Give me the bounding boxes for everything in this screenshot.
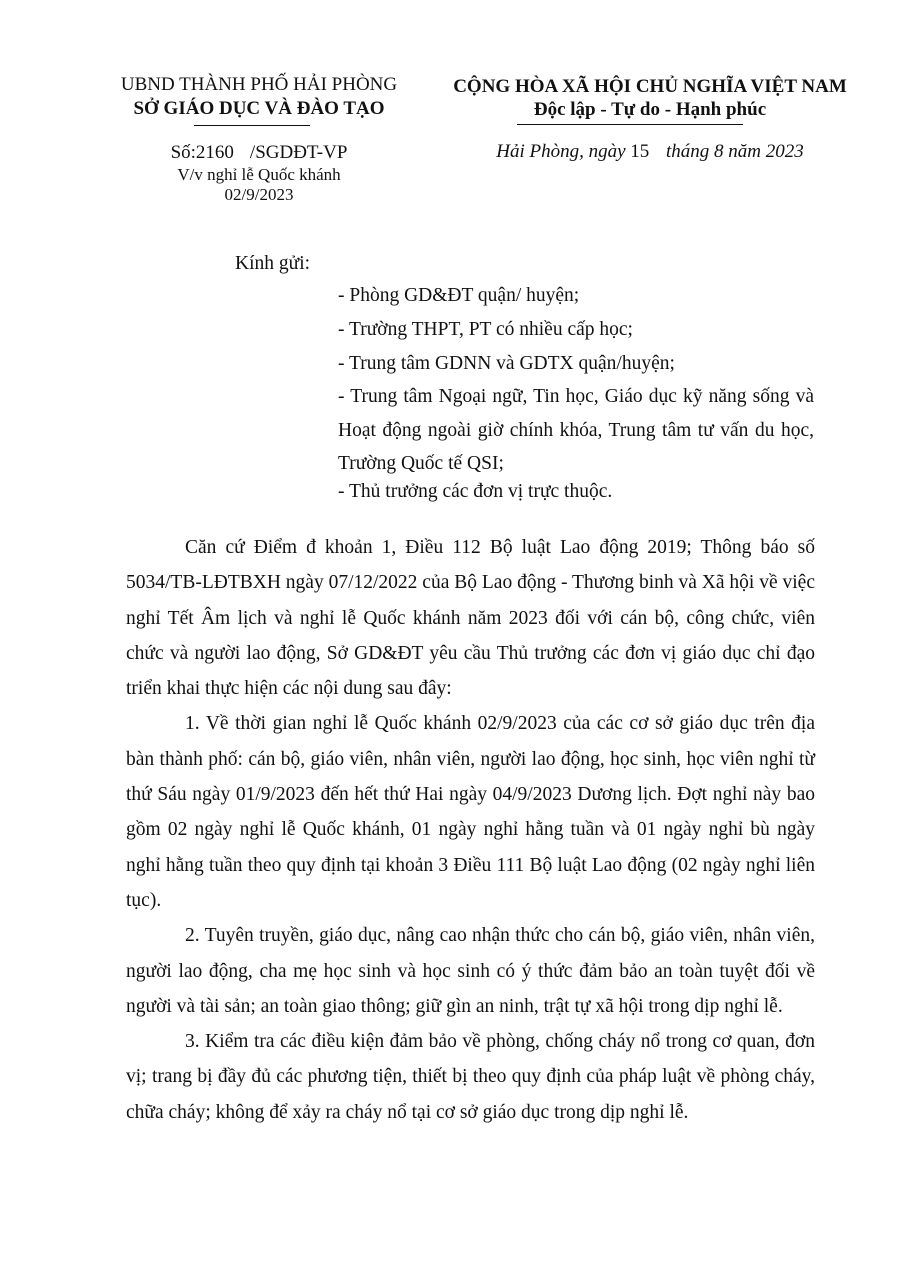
recipient-item-multiline — [338, 380, 814, 481]
body-paragraph-3: 3. Kiểm tra các điều kiện đảm bảo về phòng, chống cháy nổ trong cơ quan, đơn vị; trang bị đầy đủ các phương tiện, thiết bị theo quy định của pháp luật về phòng cháy, chữa cháy; không để xảy ra cháy nổ tại cơ sở giáo dục trong dịp nghỉ lễ. — [126, 1031, 815, 1123]
national-motto: Độc lập - Tự do - Hạnh phúc — [533, 99, 767, 120]
preamble-paragraph: Căn cứ Điểm đ khoản 1, Điều 112 Bộ luật Lao động 2019; Thông báo số 5034/TB-LĐTBXH ngày 07/12/2022 của Bộ Lao động - Thương binh và Xã hội về việc nghỉ Tết Âm lịch và nghỉ lễ Quốc khánh năm 2023 đối với cán bộ, công chức, viên chức và người lao động, Sở GD&ĐT yêu cầu Thủ trưởng các đơn vị giáo dục chỉ đạo triển khai thực hiện các nội dung sau đây: — [126, 537, 815, 700]
body-paragraph-2: 2. Tuyên truyền, giáo dục, nâng cao nhận thức cho cán bộ, giáo viên, nhân viên, người lao động, cha mẹ học sinh và học sinh có ý thức đảm bảo an toàn tuyệt đối về người và tài sản; an toàn giao thông; giữ gìn an ninh, trật tự xã hội trong dịp nghỉ lễ. — [126, 925, 815, 1017]
department-underline — [194, 125, 310, 126]
number-value: 2160 — [195, 142, 234, 163]
recipient-item: - Trung tâm Ngoại ngữ, Tin học, Giáo dục kỹ năng sống và Hoạt động ngoài giờ chính khóa, Trung tâm tư vấn du học, Trường Quốc tế QSI; — [338, 386, 814, 474]
subject-line-1: V/v nghỉ lễ Quốc khánh — [177, 165, 341, 184]
recipient-item: - Phòng GD&ĐT quận/ huyện; — [338, 285, 580, 306]
date-month: 8 — [714, 141, 724, 162]
date-year: năm 2023 — [728, 141, 804, 162]
number-suffix: /SGDĐT-VP — [249, 142, 348, 163]
body-paragraph-1: 1. Về thời gian nghỉ lễ Quốc khánh 02/9/2023 của các cơ sở giáo dục trên địa bàn thành phố: cán bộ, giáo viên, nhân viên, người lao động, học sinh, học viên nghỉ từ thứ Sáu ngày 01/9/2023 đến hết thứ Hai ngày 04/9/2023 Dương lịch. Đợt nghỉ này bao gồm 02 ngày nghỉ lễ Quốc khánh, 01 ngày nghỉ hằng tuần và 01 ngày nghỉ bù ngày nghỉ hằng tuần theo quy định tại khoản 3 Điều 111 Bộ luật Lao động (02 ngày nghỉ liên tục). — [126, 713, 815, 911]
issuing-authority: UBND THÀNH PHỐ HẢI PHÒNG — [120, 74, 398, 95]
recipient-item: - Trung tâm GDNN và GDTX quận/huyện; — [338, 353, 675, 374]
subject-line-2: 02/9/2023 — [224, 185, 294, 204]
issuing-department: SỞ GIÁO DỤC VÀ ĐÀO TẠO — [133, 98, 385, 119]
document-number — [100, 142, 418, 164]
nation-title: CỘNG HÒA XÃ HỘI CHỦ NGHĨA VIỆT NAM — [453, 76, 847, 97]
date-month-label: tháng — [666, 141, 710, 162]
recipient-item: - Thủ trưởng các đơn vị trực thuộc. — [338, 481, 613, 502]
motto-underline — [517, 124, 743, 125]
document-body — [126, 530, 815, 1130]
recipient-item: - Trường THPT, PT có nhiều cấp học; — [338, 319, 633, 340]
salutation: Kính gửi: — [235, 253, 311, 274]
date-place: Hải Phòng, ngày — [496, 141, 626, 162]
date-day: 15 — [630, 141, 650, 162]
number-label: Số: — [170, 142, 196, 163]
date-line — [430, 141, 870, 163]
